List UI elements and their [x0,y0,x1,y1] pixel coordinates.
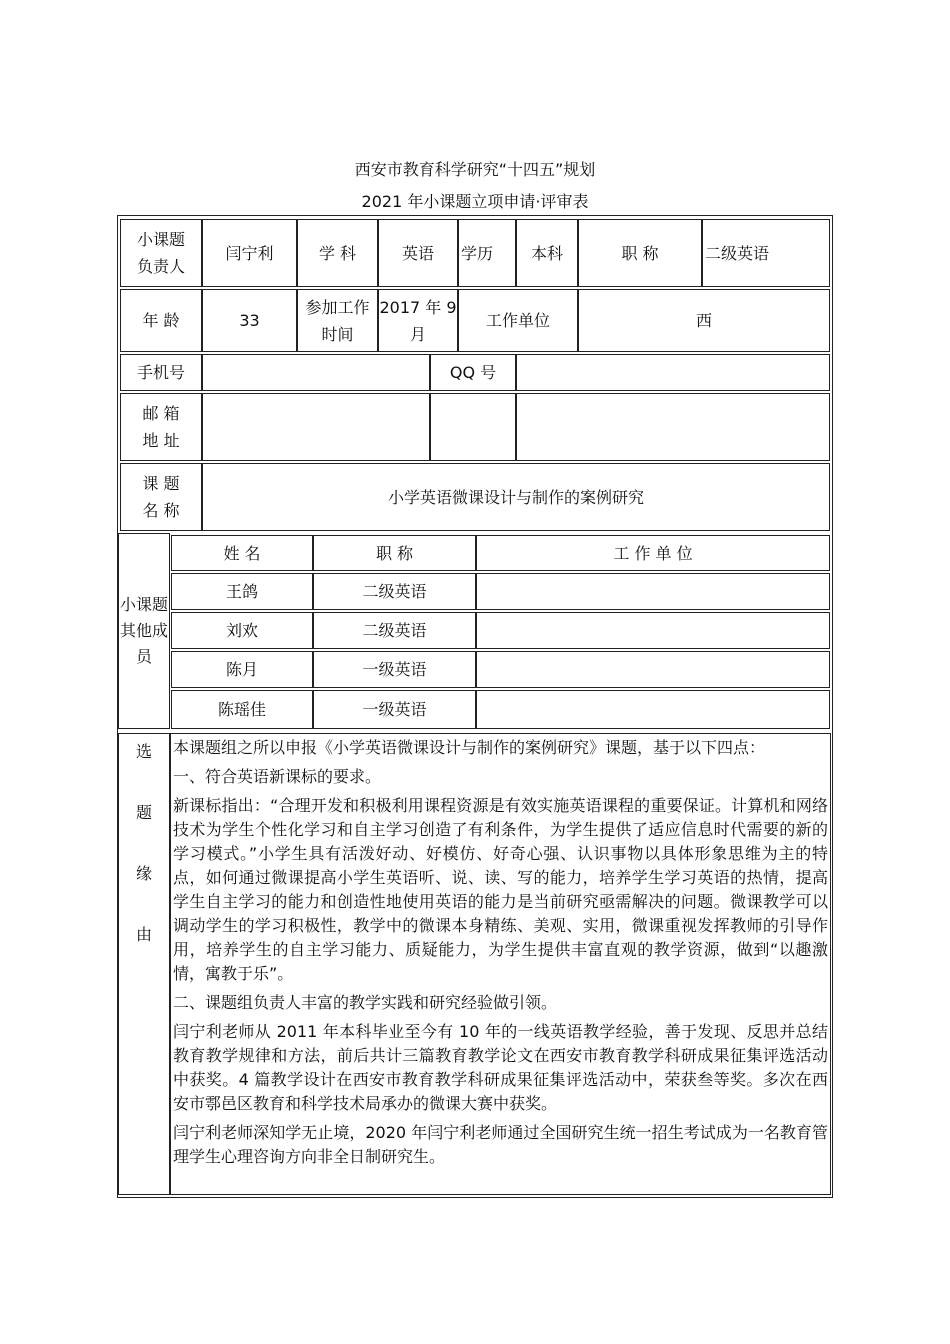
leader-name-value[interactable]: 闫宁利 [202,219,297,287]
work-start-value-line1: 2017 年 9 [379,297,457,317]
reason-label-char: 选 [135,742,152,761]
work-unit-value[interactable]: 西 [578,289,830,352]
members-header-unit: 工 作 单 位 [476,535,830,571]
member-title[interactable]: 二级英语 [313,573,476,610]
leader-label-line2: 负责人 [136,257,185,276]
member-name[interactable]: 王鸽 [171,573,313,610]
reason-label-char: 题 [135,803,152,822]
work-start-label-line1: 参加工作 [305,297,370,317]
subject-label: 学 科 [297,219,378,287]
reason-paragraph: 本课题组之所以申报《小学英语微课设计与制作的案例研究》课题，基于以下四点： [173,738,766,757]
phone-label: 手机号 [120,354,202,391]
age-label: 年 龄 [120,289,202,352]
subject-value[interactable]: 英语 [378,219,458,287]
member-name[interactable]: 刘欢 [171,612,313,649]
form-title-line2: 2021 年小课题立项申请·评审表 [361,192,589,211]
work-unit-label: 工作单位 [458,289,578,352]
leader-label [120,219,202,287]
email-blank-cell-1[interactable] [430,393,516,461]
email-label-line2: 地 址 [142,431,180,450]
title-value[interactable]: 二级英语 [702,219,830,287]
reason-label-char: 缘 [135,864,152,883]
members-label-line2: 其他成 [119,621,168,640]
member-title[interactable]: 二级英语 [313,612,476,649]
members-header-name: 姓 名 [171,535,313,571]
phone-value[interactable] [202,354,430,391]
reason-paragraph: 二、课题组负责人丰富的教学实践和研究经验做引领。 [173,993,558,1012]
reason-label-char: 由 [135,925,152,944]
reason-body[interactable] [170,733,831,1195]
work-start-value-line2: 月 [409,324,426,344]
members-section-label [118,533,170,729]
title-label: 职 称 [578,219,702,287]
members-header-title: 职 称 [313,535,476,571]
topic-label-line2: 名 称 [142,501,180,520]
education-label: 学历 [458,219,516,287]
reason-paragraph: 一、符合英语新课标的要求。 [173,767,382,786]
email-blank-cell-2[interactable] [516,393,830,461]
member-unit[interactable] [476,651,830,688]
leader-label-line1: 小课题 [136,230,185,249]
topic-label-line1: 课 题 [142,474,180,493]
member-unit[interactable] [476,573,830,610]
email-label-line1: 邮 箱 [142,404,180,423]
members-label-line3: 员 [135,647,152,666]
qq-value[interactable] [516,354,830,391]
topic-label [120,463,202,531]
topic-value[interactable]: 小学英语微课设计与制作的案例研究 [202,463,830,531]
education-value[interactable]: 本科 [516,219,578,287]
reason-paragraph: 新课标指出：“合理开发和积极利用课程资源是有效实施英语课程的重要保证。计算机和网络技术为学生个性化学习和自主学习创造了有利条件，为学生提供了适应信息时代需要的新的学习模式。”小学生具有活泼好动、好模仿、好奇心强、认识事物以具体形象思维为主的特点，如何通过微课提高小学生英语听、说、读、写的能力，培养学生学习英语的热情，提高学生自主学习的能力和创造性地使用英语的能力是当前研究亟需解决的问题。微课教学可以调动学生的学习积极性，教学中的微课本身精练、美观、实用，微课重视发挥教师的引导作用，培养学生的自主学习能力、质疑能力，为学生提供丰富直观的教学资源，做到“以趣激情，寓教于乐”。 [173,796,828,983]
reason-paragraph: 闫宁利老师从 2011 年本科毕业至今有 10 年的一线英语教学经验，善于发现、反思并总结教育教学规律和方法，前后共计三篇教育教学论文在西安市教育教学科研成果征集评选活动中获奖。4 篇教学设计在西安市教育教学科研成果征集评选活动中，荣获叁等奖。多次在西安市鄠邑区教育和科学技术局承办的微课大赛中获奖。 [173,1022,828,1113]
work-start-label-line2: 时间 [321,324,354,344]
members-label-line1: 小课题 [119,595,168,614]
work-start-value[interactable] [378,289,458,352]
qq-label: QQ 号 [430,354,516,391]
age-value[interactable]: 33 [202,289,297,352]
member-unit[interactable] [476,690,830,729]
member-title[interactable]: 一级英语 [313,651,476,688]
form-title-line1: 西安市教育科学研究“十四五”规划 [354,160,596,179]
reason-paragraph: 闫宁利老师深知学无止境，2020 年闫宁利老师通过全国研究生统一招生考试成为一名教育管理学生心理咨询方向非全日制研究生。 [173,1123,828,1166]
email-label [120,393,202,461]
member-name[interactable]: 陈瑶佳 [171,690,313,729]
email-value-cell[interactable] [202,393,430,461]
member-name[interactable]: 陈月 [171,651,313,688]
reason-label [118,733,170,1195]
work-start-label [297,289,378,352]
member-title[interactable]: 一级英语 [313,690,476,729]
member-unit[interactable] [476,612,830,649]
